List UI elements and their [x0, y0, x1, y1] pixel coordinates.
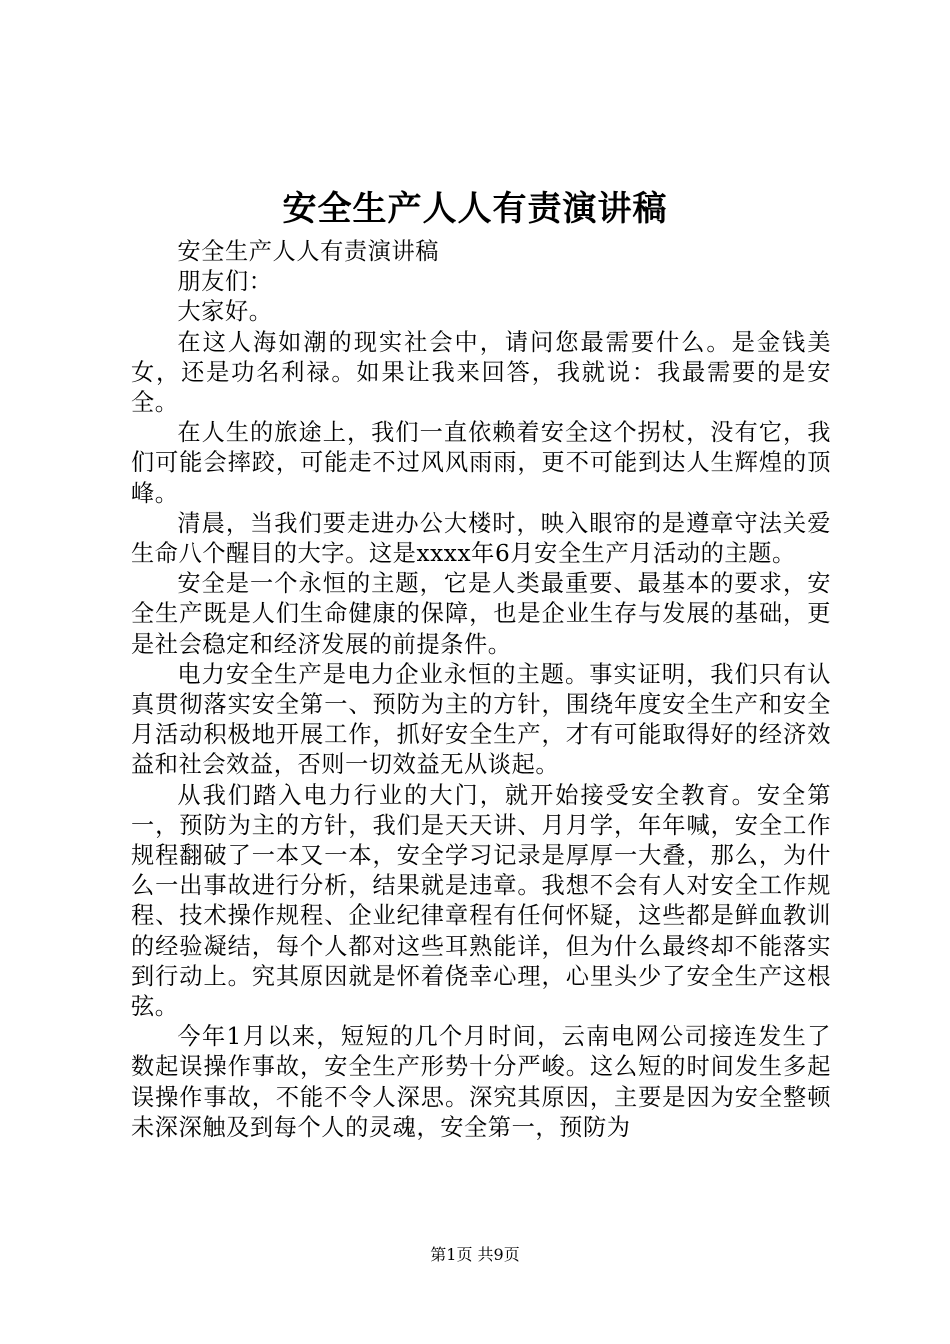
page-number-footer: 第1页 共9页: [430, 1245, 520, 1264]
paragraph-heading: 安全生产人人有责演讲稿: [177, 238, 440, 265]
paragraph: 清晨，当我们要走进办公大楼时，映入眼帘的是遵章守法关爱生命八个醒目的大字。这是xxxx年6月安全生产月活动的主题。: [131, 509, 831, 568]
paragraph-salutation: 朋友们：: [177, 268, 273, 296]
paragraph-greeting: 大家好。: [177, 298, 273, 326]
paragraph: 在这人海如潮的现实社会中，请问您最需要什么。是金钱美女，还是功名利禄。如果让我来回答，我就说：我最需要的是安全。: [131, 328, 831, 417]
paragraph: 安全是一个永恒的主题，它是人类最重要、最基本的要求，安全生产既是人们生命健康的保障，也是企业生存与发展的基础，更是社会稳定和经济发展的前提条件。: [131, 570, 831, 658]
document-title: 安全生产人人有责演讲稿: [282, 189, 668, 229]
paragraph: 在人生的旅途上，我们一直依赖着安全这个拐杖，没有它，我们可能会摔跤，可能走不过风风雨雨，更不可能到达人生辉煌的顶峰。: [131, 419, 831, 507]
paragraph: 今年1月以来，短短的几个月时间，云南电网公司接连发生了数起误操作事故，安全生产形势十分严峻。这么短的时间发生多起误操作事故，不能不令人深思。深究其原因，主要是因为安全整顿未深深触及到每个人的灵魂，安全第一，预防为: [131, 1023, 831, 1141]
paragraph: 电力安全生产是电力企业永恒的主题。事实证明，我们只有认真贯彻落实安全第一、预防为主的方针，围绕年度安全生产和安全月活动积极地开展工作，抓好安全生产，才有可能取得好的经济效益和社会效益，否则一切效益无从谈起。: [131, 660, 831, 779]
paragraph: 从我们踏入电力行业的大门，就开始接受安全教育。安全第一，预防为主的方针，我们是天天讲、月月学，年年喊，安全工作规程翻破了一本又一本，安全学习记录是厚厚一大叠，那么，为什么一出事故进行分析，结果就是违章。我想不会有人对安全工作规程、技术操作规程、企业纪律章程有任何怀疑，这些都是鲜血教训的经验凝结，每个人都对这些耳熟能详，但为什么最终却不能落实到行动上。究其原因就是怀着侥幸心理，心里头少了安全生产这根弦。: [131, 781, 831, 1021]
document-body: [131, 237, 831, 1143]
